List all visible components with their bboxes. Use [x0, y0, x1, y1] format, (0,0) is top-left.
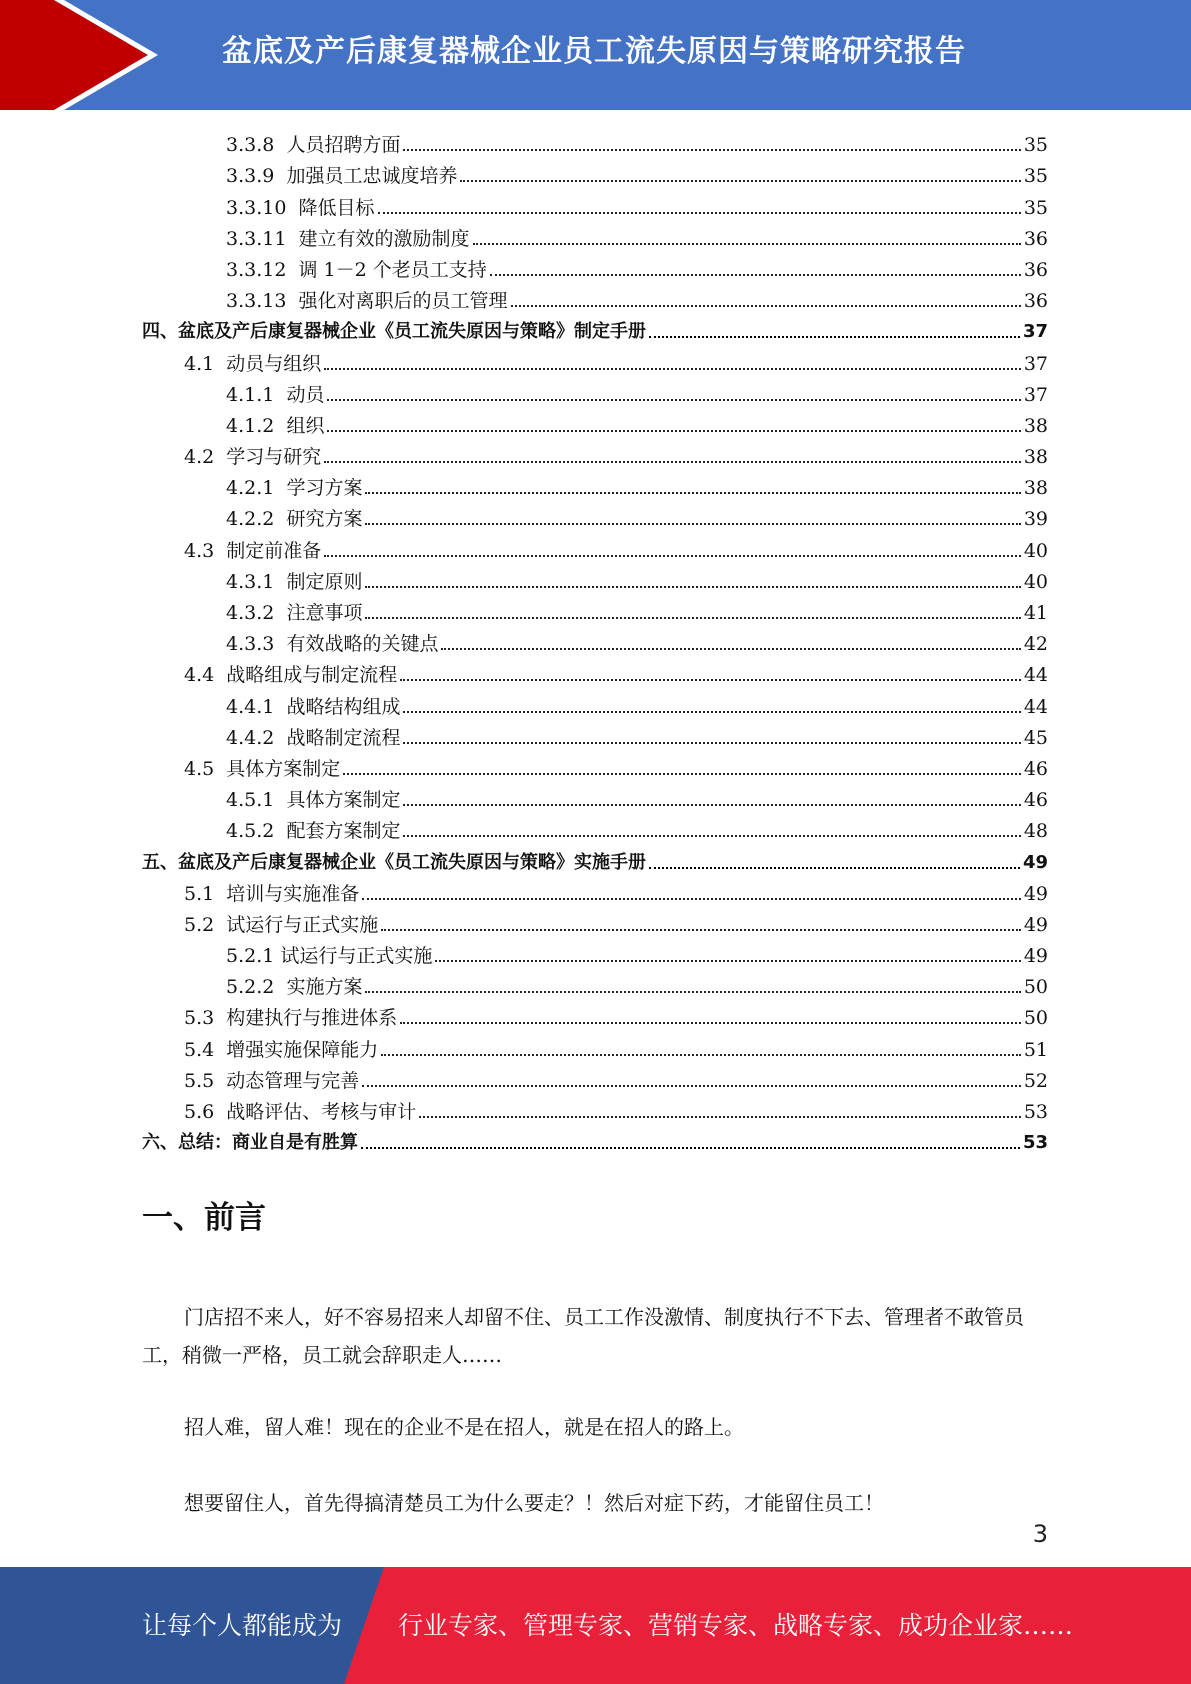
toc-entry-page: 38 — [1023, 446, 1048, 469]
toc-dot-leader — [490, 274, 1021, 276]
table-of-contents — [142, 127, 1048, 1156]
toc-entry-page: 50 — [1023, 1007, 1048, 1030]
toc-entry[interactable] — [142, 969, 1048, 1000]
toc-entry-page: 48 — [1023, 820, 1048, 843]
toc-dot-leader — [403, 711, 1020, 713]
toc-entry[interactable] — [142, 283, 1048, 314]
toc-entry[interactable] — [142, 127, 1048, 158]
toc-entry-title: 四、盆底及产后康复器械企业《员工流失原因与策略》制定手册 — [142, 321, 646, 343]
toc-entry-page: 49 — [1023, 882, 1048, 905]
toc-entry[interactable] — [142, 532, 1048, 563]
page-footer-banner — [0, 1567, 1191, 1684]
toc-dot-leader — [473, 243, 1021, 245]
toc-entry-number: 5.4 — [184, 1038, 227, 1061]
toc-dot-leader — [362, 1085, 1021, 1087]
toc-entry-title: 制定原则 — [286, 570, 363, 593]
toc-entry-page: 49 — [1023, 913, 1048, 936]
toc-entry-number: 4.5.1 — [226, 789, 287, 812]
toc-entry-title: 制定前准备 — [226, 539, 322, 562]
toc-entry[interactable] — [142, 439, 1048, 470]
toc-entry-number: 3.3.12 — [226, 258, 299, 281]
toc-entry-number: 4.1.2 — [226, 414, 287, 437]
toc-entry[interactable] — [142, 221, 1048, 252]
toc-entry-number: 4.2.1 — [226, 477, 287, 500]
toc-entry[interactable] — [142, 345, 1048, 376]
footer-slogan-left: 让每个人都能成为 — [142, 1611, 343, 1640]
toc-dot-leader — [400, 679, 1021, 681]
toc-entry[interactable] — [142, 1000, 1048, 1031]
toc-entry-number: 5.2.1 — [226, 945, 281, 968]
toc-entry-title: 五、盆底及产后康复器械企业《员工流失原因与策略》实施手册 — [142, 851, 646, 873]
toc-entry-page: 40 — [1023, 539, 1048, 562]
toc-entry-number: 4.4.2 — [226, 726, 287, 749]
toc-entry[interactable] — [142, 1094, 1048, 1125]
toc-dot-leader — [343, 773, 1021, 775]
toc-dot-leader — [365, 523, 1020, 525]
toc-dot-leader — [324, 368, 1021, 370]
toc-entry-page: 49 — [1023, 945, 1048, 968]
toc-entry-page: 42 — [1023, 633, 1048, 656]
toc-entry-number: 4.1 — [184, 352, 227, 375]
toc-entry-number: 4.4 — [184, 664, 227, 687]
toc-dot-leader — [365, 617, 1020, 619]
toc-entry[interactable] — [142, 501, 1048, 532]
toc-entry-title: 战略组成与制定流程 — [226, 664, 398, 687]
page-header-banner — [0, 0, 1191, 110]
toc-entry[interactable] — [142, 782, 1048, 813]
toc-entry-number: 3.3.8 — [226, 134, 287, 157]
toc-dot-leader — [435, 960, 1020, 962]
toc-entry-title: 战略评估、考核与审计 — [226, 1101, 417, 1123]
toc-entry-page: 39 — [1023, 508, 1048, 531]
toc-entry-number: 3.3.13 — [226, 290, 299, 313]
toc-entry-number: 3.3.11 — [226, 227, 299, 250]
page-number: 3 — [1032, 1520, 1048, 1548]
toc-entry-page: 52 — [1023, 1069, 1048, 1092]
header-arrow-decoration — [0, 0, 160, 110]
toc-entry-number: 4.3.2 — [226, 602, 287, 624]
toc-dot-leader — [327, 430, 1020, 432]
toc-entry-page: 46 — [1023, 789, 1048, 812]
toc-entry-page: 49 — [1022, 851, 1048, 873]
toc-entry-title: 建立有效的激励制度 — [298, 227, 470, 250]
paragraph-3: 想要留住人，首先得搞清楚员工为什么要走？！然后对症下药，才能留住员工！ — [184, 1491, 884, 1515]
toc-entry-page: 53 — [1022, 1132, 1048, 1154]
toc-dot-leader — [365, 492, 1020, 494]
toc-entry[interactable] — [142, 595, 1048, 626]
toc-entry[interactable] — [142, 189, 1048, 220]
toc-entry-title: 具体方案制定 — [226, 757, 341, 780]
toc-entry-page: 38 — [1023, 414, 1048, 437]
toc-entry-title: 人员招聘方面 — [286, 134, 401, 157]
toc-dot-leader — [403, 149, 1020, 151]
toc-entry-number: 4.3.1 — [226, 570, 287, 593]
toc-entry[interactable] — [142, 813, 1048, 844]
toc-entry-page: 40 — [1023, 570, 1048, 593]
toc-entry-number: 5.2 — [184, 913, 227, 936]
toc-entry[interactable] — [142, 688, 1048, 719]
toc-entry[interactable] — [142, 158, 1048, 189]
toc-entry-title: 研究方案 — [286, 508, 363, 531]
toc-entry-title: 动态管理与完善 — [226, 1069, 360, 1092]
toc-entry-page: 37 — [1023, 352, 1048, 375]
toc-entry-page: 45 — [1023, 726, 1048, 749]
toc-entry-title: 动员 — [286, 383, 325, 406]
toc-dot-leader — [419, 1116, 1021, 1118]
toc-dot-leader — [365, 586, 1020, 588]
toc-entry-number: 3.3.9 — [226, 165, 287, 188]
paragraph-2: 招人难，留人难！现在的企业不是在招人，就是在招人的路上。 — [184, 1415, 744, 1439]
toc-entry-title: 六、总结：商业自是有胜算 — [142, 1132, 358, 1154]
toc-entry-number: 5.2.2 — [226, 976, 287, 999]
toc-entry-page: 50 — [1023, 976, 1048, 999]
toc-dot-leader — [324, 555, 1021, 557]
toc-entry-page: 35 — [1023, 196, 1048, 219]
toc-entry-page: 53 — [1023, 1101, 1048, 1123]
toc-entry-number: 5.1 — [184, 882, 227, 905]
toc-dot-leader — [511, 305, 1021, 307]
toc-entry[interactable] — [142, 1063, 1048, 1094]
toc-entry-number: 5.6 — [184, 1101, 227, 1123]
toc-dot-leader — [381, 929, 1021, 931]
toc-entry-page: 35 — [1023, 134, 1048, 157]
toc-entry-number: 4.2 — [184, 446, 227, 469]
toc-entry-title: 战略制定流程 — [286, 726, 401, 749]
toc-entry-title: 有效战略的关键点 — [286, 633, 439, 656]
toc-entry[interactable] — [142, 252, 1048, 283]
toc-entry-page: 36 — [1023, 227, 1048, 250]
toc-dot-leader — [649, 336, 1020, 338]
toc-entry-title: 具体方案制定 — [286, 789, 401, 812]
toc-dot-leader — [460, 180, 1020, 182]
toc-entry-number: 5.5 — [184, 1069, 227, 1092]
toc-entry-number: 4.2.2 — [226, 508, 287, 531]
toc-dot-leader — [649, 867, 1020, 869]
toc-entry-page: 44 — [1023, 664, 1048, 687]
toc-entry-title: 组织 — [286, 414, 325, 437]
toc-entry-number: 4.4.1 — [226, 695, 287, 718]
toc-entry-number: 4.1.1 — [226, 383, 287, 406]
toc-entry[interactable] — [142, 626, 1048, 657]
toc-entry-title: 降低目标 — [298, 196, 375, 219]
toc-entry-number: 5.3 — [184, 1007, 227, 1030]
toc-entry-title: 注意事项 — [286, 602, 363, 624]
toc-dot-leader — [441, 648, 1020, 650]
toc-entry-title: 学习与研究 — [226, 446, 322, 469]
toc-entry-title: 培训与实施准备 — [226, 882, 360, 905]
toc-entry[interactable] — [142, 751, 1048, 782]
toc-entry[interactable] — [142, 377, 1048, 408]
toc-entry-title: 动员与组织 — [226, 352, 322, 375]
toc-entry-title: 配套方案制定 — [286, 820, 401, 843]
toc-entry-number: 4.3.3 — [226, 633, 287, 656]
toc-entry[interactable] — [142, 408, 1048, 439]
toc-dot-leader — [403, 835, 1020, 837]
paragraph-1: 门店招不来人，好不容易招来人却留不住、员工工作没激情、制度执行不下去、管理者不敢管员工，稍微一严格，员工就会辞职走人…… — [142, 1305, 1024, 1367]
toc-entry-number: 4.5.2 — [226, 820, 287, 843]
toc-dot-leader — [324, 461, 1021, 463]
toc-entry-page: 36 — [1023, 258, 1048, 281]
toc-entry-title: 构建执行与推进体系 — [226, 1007, 398, 1030]
toc-dot-leader — [403, 804, 1020, 806]
section-heading: 一、前言 — [142, 1200, 266, 1236]
toc-dot-leader — [378, 212, 1021, 214]
toc-entry-page: 41 — [1023, 602, 1048, 624]
toc-entry-title: 学习方案 — [286, 477, 363, 500]
toc-entry-title: 试运行与正式实施 — [226, 913, 379, 936]
toc-entry-title: 实施方案 — [286, 976, 363, 999]
toc-entry-page: 46 — [1023, 757, 1048, 780]
toc-dot-leader — [403, 742, 1020, 744]
toc-entry-number: 3.3.10 — [226, 196, 299, 219]
toc-entry[interactable] — [142, 876, 1048, 907]
toc-entry-page: 37 — [1022, 321, 1048, 343]
toc-entry[interactable] — [142, 938, 1048, 969]
toc-entry[interactable] — [142, 1031, 1048, 1062]
toc-entry-title: 强化对离职后的员工管理 — [298, 290, 508, 313]
toc-entry[interactable] — [142, 564, 1048, 595]
toc-entry-number: 4.3 — [184, 539, 227, 562]
toc-entry[interactable] — [142, 314, 1048, 345]
toc-entry[interactable] — [142, 470, 1048, 501]
toc-entry-title: 试运行与正式实施 — [280, 945, 433, 968]
footer-slogan-right: 行业专家、管理专家、营销专家、战略专家、成功企业家…… — [398, 1611, 1074, 1640]
toc-entry-page: 36 — [1023, 290, 1048, 313]
toc-entry[interactable] — [142, 907, 1048, 938]
toc-dot-leader — [362, 898, 1021, 900]
toc-entry-title: 增强实施保障能力 — [226, 1038, 379, 1061]
toc-entry-page: 51 — [1023, 1038, 1048, 1061]
toc-entry[interactable] — [142, 657, 1048, 688]
toc-dot-leader — [361, 1147, 1020, 1149]
toc-entry-page: 38 — [1023, 477, 1048, 500]
toc-entry-number: 4.5 — [184, 757, 227, 780]
toc-entry-title: 战略结构组成 — [286, 695, 401, 718]
toc-entry[interactable] — [142, 1125, 1048, 1156]
toc-dot-leader — [381, 1054, 1021, 1056]
report-title: 盆底及产后康复器械企业员工流失原因与策略研究报告 — [222, 34, 966, 69]
toc-dot-leader — [365, 991, 1020, 993]
toc-entry-title: 加强员工忠诚度培养 — [286, 165, 458, 188]
toc-entry-page: 37 — [1023, 383, 1048, 406]
toc-entry-title: 调 1－2 个老员工支持 — [298, 258, 487, 281]
toc-dot-leader — [400, 1022, 1021, 1024]
toc-entry[interactable] — [142, 844, 1048, 875]
toc-dot-leader — [327, 399, 1020, 401]
toc-entry-page: 44 — [1023, 695, 1048, 718]
toc-entry[interactable] — [142, 720, 1048, 751]
toc-entry-page: 35 — [1023, 165, 1048, 188]
